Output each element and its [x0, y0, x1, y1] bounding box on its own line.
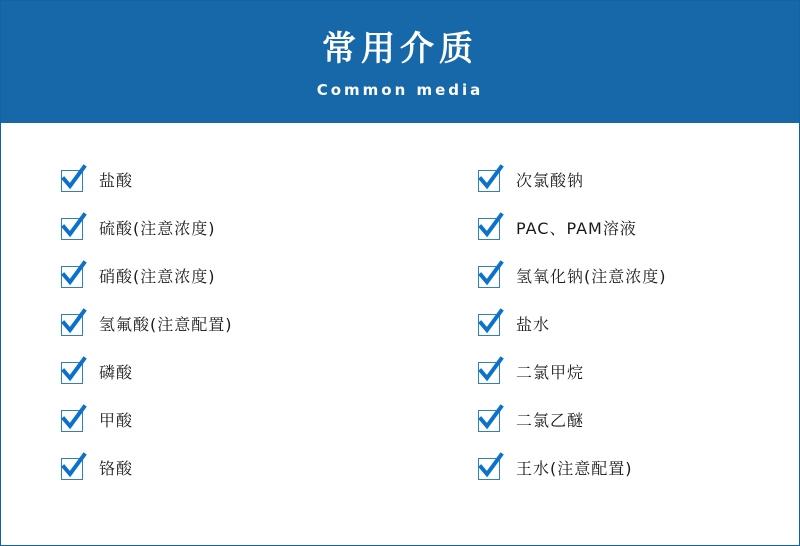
list-item-label: 磷酸 — [99, 363, 134, 382]
list-item-label: 甲酸 — [99, 411, 134, 430]
page-title: 常用介质 — [322, 28, 478, 69]
media-column-left — [1, 157, 400, 493]
list-item-label: 铬酸 — [99, 459, 134, 478]
list-item[interactable] — [478, 157, 799, 205]
media-list-section — [1, 123, 799, 545]
check-icon[interactable] — [61, 410, 83, 432]
media-columns — [1, 157, 799, 493]
list-item[interactable] — [61, 349, 400, 397]
check-icon[interactable] — [61, 266, 83, 288]
list-item-label: 硝酸(注意浓度) — [99, 267, 216, 286]
list-item-label: 王水(注意配置) — [516, 459, 633, 478]
check-icon[interactable] — [61, 458, 83, 480]
list-item[interactable] — [61, 205, 400, 253]
list-item[interactable] — [478, 205, 799, 253]
check-icon[interactable] — [478, 362, 500, 384]
list-item-label: 二氯甲烷 — [516, 363, 585, 382]
list-item[interactable] — [478, 349, 799, 397]
check-icon[interactable] — [61, 362, 83, 384]
list-item[interactable] — [478, 253, 799, 301]
list-item[interactable] — [478, 445, 799, 493]
media-column-right — [400, 157, 799, 493]
list-item-label: 二氯乙醚 — [516, 411, 585, 430]
check-icon[interactable] — [478, 458, 500, 480]
list-item[interactable] — [61, 157, 400, 205]
page-subtitle: Common media — [316, 81, 484, 100]
card-header — [1, 1, 799, 123]
check-icon[interactable] — [478, 314, 500, 336]
list-item[interactable] — [61, 445, 400, 493]
list-item[interactable] — [61, 253, 400, 301]
list-item-label: PAC、PAM溶液 — [516, 219, 637, 238]
list-item[interactable] — [61, 301, 400, 349]
list-item[interactable] — [478, 301, 799, 349]
check-icon[interactable] — [478, 410, 500, 432]
check-icon[interactable] — [61, 170, 83, 192]
check-icon[interactable] — [478, 170, 500, 192]
list-item-label: 硫酸(注意浓度) — [99, 219, 216, 238]
list-item[interactable] — [61, 397, 400, 445]
check-icon[interactable] — [61, 218, 83, 240]
check-icon[interactable] — [61, 314, 83, 336]
list-item-label: 氢氧化钠(注意浓度) — [516, 267, 667, 286]
list-item-label: 次氯酸钠 — [516, 171, 585, 190]
list-item-label: 盐水 — [516, 315, 551, 334]
list-item[interactable] — [478, 397, 799, 445]
check-icon[interactable] — [478, 218, 500, 240]
list-item-label: 盐酸 — [99, 171, 134, 190]
list-item-label: 氢氟酸(注意配置) — [99, 315, 233, 334]
check-icon[interactable] — [478, 266, 500, 288]
